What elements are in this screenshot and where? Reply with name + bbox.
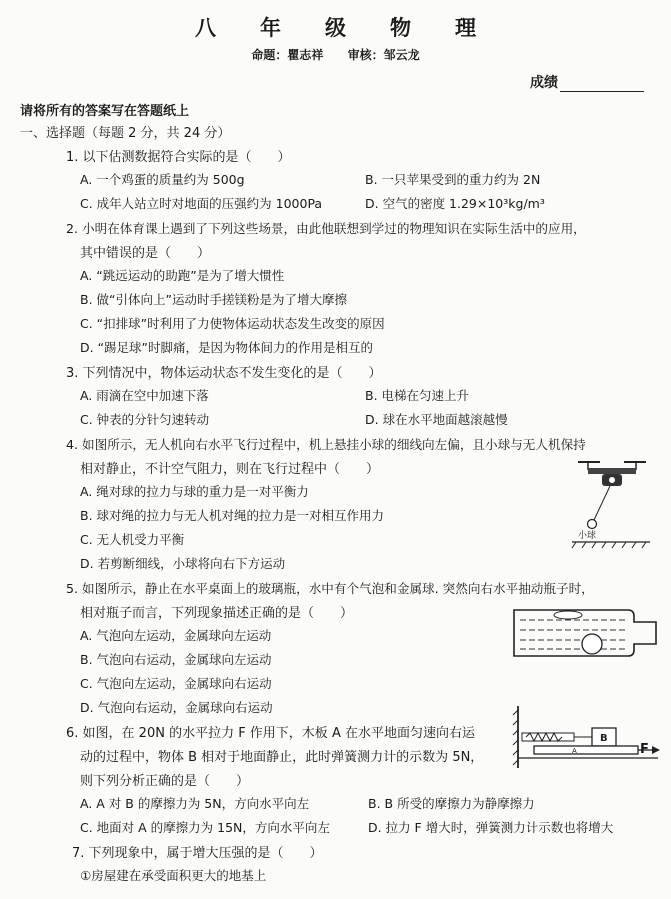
- q7-item-1: ①房屋建在承受面积更大的地基上: [80, 868, 267, 883]
- q4-option-a: A. 绳对球的拉力与球的重力是一对平衡力: [80, 484, 309, 499]
- block-b-label: B: [600, 733, 608, 744]
- q1-option-b: B. 一只苹果受到的重力约为 2N: [365, 172, 541, 187]
- q5-option-a: A. 气泡向左运动，金属球向左运动: [80, 628, 272, 643]
- question-6-stem-cont-1: 动的过程中，物体 B 相对于地面静止，此时弹簧测力计的示数为 5N，: [80, 750, 484, 765]
- board-a-label: A: [572, 747, 577, 755]
- drone-ball-label: 小球: [578, 531, 597, 541]
- q1-option-a: A. 一个鸡蛋的质量约为 500g: [80, 172, 245, 187]
- q5-option-d: D. 气泡向右运动，金属球向右运动: [80, 700, 273, 715]
- spring-board-figure: [512, 704, 662, 774]
- page-title: 八年级物理: [195, 16, 520, 40]
- section-title: 一、选择题（每题 2 分，共 24 分）: [20, 126, 231, 141]
- q3-option-b: B. 电梯在匀速上升: [365, 388, 470, 403]
- q2-option-c: C. “扣排球”时利用了力使物体运动状态发生改变的原因: [80, 316, 385, 331]
- authors-line: [0, 46, 671, 63]
- instruction: 请将所有的答案写在答题纸上: [20, 104, 190, 119]
- q2-option-a: A. “跳远运动的助跑”是为了增大惯性: [80, 268, 285, 283]
- question-4-stem: 4. 如图所示，无人机向右水平飞行过程中，机上悬挂小球的细线向左偏，且小球与无人机保持: [66, 437, 586, 452]
- question-5-stem: 5. 如图所示，静止在水平桌面上的玻璃瓶，水中有个气泡和金属球. 突然向右水平抽动瓶子时，: [66, 581, 594, 596]
- question-2-stem: 2. 小明在体育课上遇到了下列这些场景，由此他联想到学过的物理知识在实际生活中的应用，: [66, 221, 586, 236]
- q4-option-d: D. 若剪断细线，小球将向右下方运动: [80, 556, 286, 571]
- q6-option-b: B. B 所受的摩擦力为静摩擦力: [368, 796, 535, 811]
- q1-option-c: C. 成年人站立时对地面的压强约为 1000Pa: [80, 196, 323, 211]
- q6-option-c: C. 地面对 A 的摩擦力为 15N，方向水平向左: [80, 820, 330, 835]
- question-6-stem: 6. 如图，在 20N 的水平拉力 F 作用下，木板 A 在水平地面匀速向右运: [66, 726, 475, 741]
- drone-figure: [570, 450, 654, 550]
- author-label: 命题：瞿志祥: [251, 48, 324, 62]
- q3-option-d: D. 球在水平地面越滚越慢: [365, 412, 508, 427]
- reviewer-label: 审核：邹云龙: [347, 48, 420, 62]
- force-f-label: F: [640, 742, 649, 757]
- question-1-stem: 1. 以下估测数据符合实际的是（ ）: [66, 150, 291, 165]
- q2-option-d: D. “踢足球”时脚痛，是因为物体间力的作用是相互的: [80, 340, 374, 355]
- question-2-stem-cont: 其中错误的是（ ）: [80, 246, 211, 261]
- question-3-stem: 3. 下列情况中，物体运动状态不发生变化的是（ ）: [66, 366, 382, 381]
- q1-option-d: D. 空气的密度 1.29×10³kg/m³: [365, 196, 545, 211]
- q5-option-b: B. 气泡向右运动，金属球向左运动: [80, 652, 272, 667]
- q4-option-c: C. 无人机受力平衡: [80, 532, 185, 547]
- question-5-stem-cont: 相对瓶子而言，下列现象描述正确的是（ ）: [80, 606, 354, 621]
- score-blank: [560, 77, 644, 92]
- score-label: 成绩: [530, 75, 558, 91]
- q2-option-b: B. 做“引体向上”运动时手搓镁粉是为了增大摩擦: [80, 292, 347, 307]
- q3-option-c: C. 钟表的分针匀速转动: [80, 412, 210, 427]
- q6-option-a: A. A 对 B 的摩擦力为 5N，方向水平向左: [80, 796, 310, 811]
- question-7-stem: 7. 下列现象中，属于增大压强的是（ ）: [72, 846, 323, 861]
- q6-option-d: D. 拉力 F 增大时，弹簧测力计示数也将增大: [368, 820, 614, 835]
- question-6-stem-cont-2: 则下列分析正确的是（ ）: [80, 774, 250, 789]
- score-field: [530, 72, 644, 92]
- q4-option-b: B. 球对绳的拉力与无人机对绳的拉力是一对相互作用力: [80, 508, 385, 523]
- q5-option-c: C. 气泡向左运动，金属球向右运动: [80, 676, 272, 691]
- bottle-figure: [510, 604, 660, 662]
- q3-option-a: A. 雨滴在空中加速下落: [80, 388, 209, 403]
- question-4-stem-cont: 相对静止，不计空气阻力，则在飞行过程中（ ）: [80, 462, 380, 477]
